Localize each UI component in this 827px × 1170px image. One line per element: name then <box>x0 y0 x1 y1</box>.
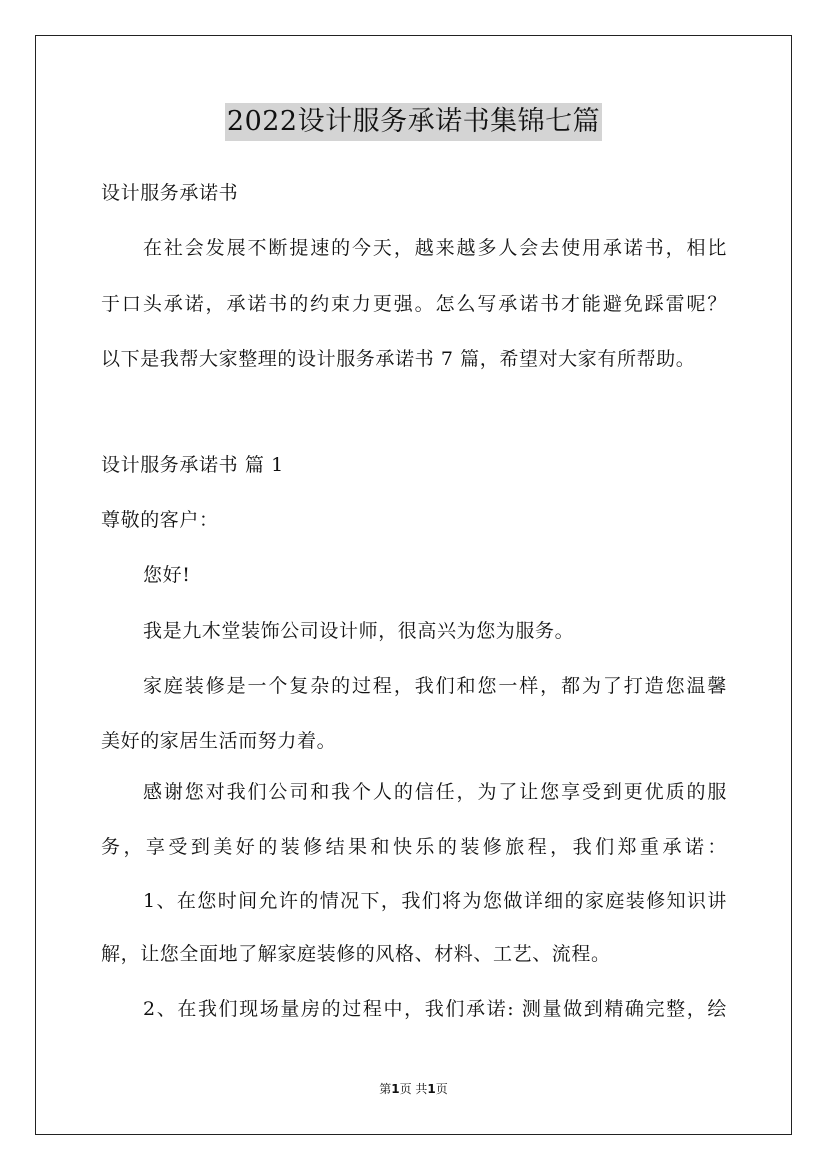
footer-page-prefix: 第 <box>379 1082 392 1096</box>
intro-line-3: 以下是我帮大家整理的设计服务承诺书 7 篇，希望对大家有所帮助。 <box>101 348 696 370</box>
intro-line-2: 于口头承诺，承诺书的约束力更强。怎么写承诺书才能避免踩雷呢？ <box>101 293 727 315</box>
greeting: 您好! <box>143 564 191 586</box>
paragraph-1: 我是九木堂装饰公司设计师，很高兴为您为服务。 <box>143 620 575 642</box>
paragraph-3-line-2: 务，享受到美好的装修结果和快乐的装修旅程，我们郑重承诺： <box>101 836 727 858</box>
paragraph-3-line-1: 感谢您对我们公司和我个人的信任，为了让您享受到更优质的服 <box>143 781 727 803</box>
paragraph-5-line-1: 2、在我们现场量房的过程中，我们承诺: 测量做到精确完整，绘 <box>143 998 727 1020</box>
salutation: 尊敬的客户： <box>101 509 219 531</box>
heading-1: 设计服务承诺书 <box>101 182 239 204</box>
document-title: 2022设计服务承诺书集锦七篇 <box>225 103 602 141</box>
paragraph-2-line-1: 家庭装修是一个复杂的过程，我们和您一样，都为了打造您温馨 <box>143 675 727 697</box>
page-footer <box>0 1081 827 1097</box>
footer-page-mid: 页 共 <box>399 1082 428 1096</box>
paragraph-4-line-2: 解，让您全面地了解家庭装修的风格、材料、工艺、流程。 <box>101 943 611 965</box>
intro-line-1: 在社会发展不断提速的今天，越来越多人会去使用承诺书，相比 <box>143 237 727 259</box>
paragraph-4-line-1: 1、在您时间允许的情况下，我们将为您做详细的家庭装修知识讲 <box>143 890 727 912</box>
footer-page-total: 1 <box>427 1082 436 1096</box>
paragraph-2-line-2: 美好的家居生活而努力着。 <box>101 730 337 752</box>
section-1-heading: 设计服务承诺书 篇 1 <box>101 454 284 476</box>
title-container <box>0 103 827 141</box>
footer-page-suffix: 页 <box>435 1082 448 1096</box>
footer-page-current: 1 <box>391 1082 400 1096</box>
